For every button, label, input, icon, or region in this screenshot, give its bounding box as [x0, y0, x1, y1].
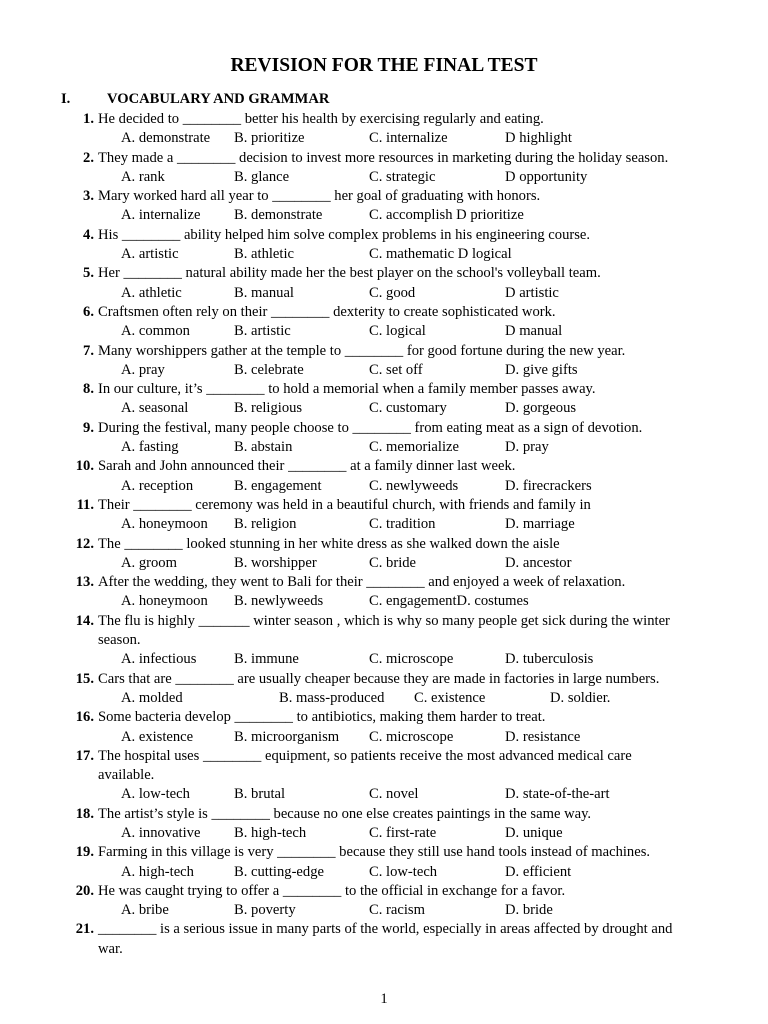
option-d: D. pray	[505, 439, 549, 456]
question-text-continued: available.	[98, 767, 155, 784]
question-item	[0, 843, 768, 882]
question-number: 10.	[75, 458, 94, 475]
option-c: C. racism	[369, 902, 425, 919]
question-line	[0, 264, 768, 283]
option-b: B. engagement	[234, 477, 322, 494]
question-line	[0, 342, 768, 361]
question-number: 4.	[83, 226, 94, 243]
option-a: A. artistic	[121, 246, 179, 263]
question-number: 6.	[83, 303, 94, 320]
option-c: C. strategic	[369, 168, 436, 185]
answer-options	[0, 592, 768, 611]
section-number: I.	[61, 91, 71, 107]
option-d: D. firecrackers	[505, 477, 592, 494]
option-a: A. existence	[121, 728, 194, 745]
question-text: Her ________ natural ability made her the best player on the school's volleyball team.	[98, 265, 601, 282]
question-number: 18.	[75, 805, 94, 822]
option-c: C. engagementD. costumes	[369, 593, 529, 610]
option-d: D. give gifts	[505, 361, 578, 378]
option-b: B. cutting-edge	[234, 863, 324, 880]
question-text: Craftsmen often rely on their ________ dexterity to create sophisticated work.	[98, 303, 556, 320]
answer-options	[0, 245, 768, 264]
question-item	[0, 612, 768, 670]
answer-options	[0, 361, 768, 380]
question-line	[0, 110, 768, 129]
question-line	[0, 573, 768, 592]
option-b: B. manual	[234, 284, 294, 301]
question-line	[0, 496, 768, 515]
question-line	[0, 747, 768, 766]
question-number: 21.	[75, 921, 94, 938]
question-text: His ________ ability helped him solve complex problems in his engineering course.	[98, 226, 591, 243]
option-a: A. fasting	[121, 439, 179, 456]
section-label: VOCABULARY AND GRAMMAR	[107, 91, 330, 107]
question-item	[0, 457, 768, 496]
question-line	[0, 843, 768, 862]
option-a: A. honeymoon	[121, 516, 208, 533]
option-c: C. customary	[369, 400, 447, 417]
option-d: D. soldier.	[550, 689, 611, 706]
question-line-continued	[0, 940, 768, 959]
question-text: Cars that are ________ are usually cheaper because they are made in factories in large numbers.	[98, 670, 660, 687]
question-text: During the festival, many people choose to ________ from eating meat as a sign of devotion.	[98, 419, 643, 436]
question-text-continued: war.	[98, 940, 123, 957]
option-b: B. high-tech	[234, 824, 307, 841]
answer-options	[0, 863, 768, 882]
option-c: C. mathematic D logical	[369, 246, 512, 263]
answer-options	[0, 129, 768, 148]
question-item	[0, 708, 768, 747]
option-d: D opportunity	[505, 168, 588, 185]
question-number: 13.	[75, 574, 94, 591]
page-number: 1	[380, 991, 388, 1007]
question-number: 3.	[83, 188, 94, 205]
answer-options	[0, 824, 768, 843]
page-title: REVISION FOR THE FINAL TEST	[230, 55, 538, 76]
option-a: A. internalize	[121, 207, 201, 224]
question-text: The flu is highly _______ winter season , which is why so many people get sick during the winter	[98, 612, 670, 629]
option-b: B. athletic	[234, 246, 294, 263]
question-text: Many worshippers gather at the temple to ________ for good fortune during the new year.	[98, 342, 626, 359]
answer-options	[0, 554, 768, 573]
option-c: C. logical	[369, 323, 426, 340]
question-text: He was caught trying to offer a ________ to the official in exchange for a favor.	[98, 882, 566, 899]
question-item	[0, 535, 768, 574]
answer-options	[0, 728, 768, 747]
question-item	[0, 187, 768, 226]
question-number: 2.	[83, 149, 94, 166]
question-text: The artist’s style is ________ because no one else creates paintings in the same way.	[98, 805, 592, 822]
option-a: A. innovative	[121, 824, 201, 841]
question-list	[0, 110, 768, 959]
option-d: D. ancestor	[505, 554, 572, 571]
question-line	[0, 457, 768, 476]
question-item	[0, 496, 768, 535]
question-number: 11.	[76, 496, 94, 513]
question-line	[0, 419, 768, 438]
question-line	[0, 882, 768, 901]
question-text: Sarah and John announced their ________ at a family dinner last week.	[98, 458, 516, 475]
question-text-continued: season.	[98, 632, 141, 649]
question-text: The hospital uses ________ equipment, so patients receive the most advanced medical care	[98, 747, 632, 764]
question-text: They made a ________ decision to invest more resources in marketing during the holiday season.	[98, 149, 669, 166]
question-line	[0, 708, 768, 727]
option-d: D. bride	[505, 902, 553, 919]
question-line	[0, 612, 768, 631]
section-heading	[61, 91, 329, 108]
answer-options	[0, 689, 768, 708]
question-text: Their ________ ceremony was held in a beautiful church, with friends and family in	[98, 496, 591, 513]
option-c: C. tradition	[369, 516, 436, 533]
question-number: 19.	[75, 844, 94, 861]
option-d: D. unique	[505, 824, 563, 841]
question-number: 8.	[83, 381, 94, 398]
option-b: B. religion	[234, 516, 297, 533]
option-d: D artistic	[505, 284, 559, 301]
option-c: C. low-tech	[369, 863, 438, 880]
question-line	[0, 380, 768, 399]
option-a: A. groom	[121, 554, 177, 571]
option-c: C. internalize	[369, 130, 448, 147]
question-item	[0, 226, 768, 265]
question-item	[0, 303, 768, 342]
question-item	[0, 110, 768, 149]
question-line	[0, 535, 768, 554]
question-item	[0, 419, 768, 458]
question-item	[0, 380, 768, 419]
answer-options	[0, 477, 768, 496]
option-b: B. prioritize	[234, 130, 305, 147]
option-b: B. immune	[234, 651, 299, 668]
question-line	[0, 670, 768, 689]
question-item	[0, 573, 768, 612]
option-d: D. marriage	[505, 516, 575, 533]
question-line-continued	[0, 766, 768, 785]
option-b: B. religious	[234, 400, 303, 417]
question-number: 15.	[75, 670, 94, 687]
question-item	[0, 882, 768, 921]
question-number: 1.	[83, 111, 94, 127]
option-c: C. microscope	[369, 728, 454, 745]
question-number: 14.	[75, 612, 94, 629]
option-a: A. bribe	[121, 902, 169, 919]
option-c: C. set off	[369, 361, 423, 378]
option-a: A. athletic	[121, 284, 182, 301]
option-c: C. newlyweeds	[369, 477, 459, 494]
question-text: In our culture, it’s ________ to hold a memorial when a family member passes away.	[98, 381, 596, 398]
option-c: C. existence	[414, 689, 486, 706]
answer-options	[0, 206, 768, 225]
option-d: D highlight	[505, 130, 572, 147]
answer-options	[0, 322, 768, 341]
option-a: A. infectious	[121, 651, 197, 668]
answer-options	[0, 284, 768, 303]
question-number: 17.	[75, 747, 94, 764]
question-number: 5.	[83, 265, 94, 282]
answer-options	[0, 515, 768, 534]
question-number: 20.	[75, 882, 94, 899]
question-item	[0, 670, 768, 709]
option-c: C. good	[369, 284, 416, 301]
answer-options	[0, 399, 768, 418]
question-text: ________ is a serious issue in many parts of the world, especially in areas affected by drought and	[98, 921, 673, 938]
question-item	[0, 149, 768, 188]
question-line	[0, 187, 768, 206]
option-d: D. gorgeous	[505, 400, 577, 417]
option-b: B. poverty	[234, 902, 296, 919]
answer-options	[0, 785, 768, 804]
question-number: 9.	[83, 419, 94, 436]
question-line	[0, 303, 768, 322]
question-item	[0, 264, 768, 303]
option-d: D. efficient	[505, 863, 572, 880]
question-item	[0, 747, 768, 805]
question-text: Farming in this village is very ________ because they still use hand tools instead of machines.	[98, 844, 651, 861]
option-d: D. resistance	[505, 728, 581, 745]
question-text: After the wedding, they went to Bali for their ________ and enjoyed a week of relaxation.	[98, 574, 626, 591]
option-a: A. honeymoon	[121, 593, 208, 610]
option-b: B. glance	[234, 168, 290, 185]
question-line	[0, 226, 768, 245]
option-d: D. tuberculosis	[505, 651, 594, 668]
answer-options	[0, 168, 768, 187]
answer-options	[0, 650, 768, 669]
question-item	[0, 342, 768, 381]
question-line	[0, 920, 768, 939]
question-line	[0, 805, 768, 824]
answer-options	[0, 438, 768, 457]
option-a: A. high-tech	[121, 863, 194, 880]
option-a: A. demonstrate	[121, 130, 211, 147]
question-text: Some bacteria develop ________ to antibiotics, making them harder to treat.	[98, 709, 546, 726]
option-d: D. state-of-the-art	[505, 786, 610, 803]
question-item	[0, 920, 768, 959]
option-a: A. pray	[121, 361, 165, 378]
question-line	[0, 149, 768, 168]
question-text: The ________ looked stunning in her white dress as she walked down the aisle	[98, 535, 560, 552]
option-c: C. memorialize	[369, 439, 459, 456]
question-number: 16.	[75, 709, 94, 726]
option-a: A. seasonal	[121, 400, 189, 417]
question-text: Mary worked hard all year to ________ her goal of graduating with honors.	[98, 188, 541, 205]
option-b: B. mass-produced	[279, 689, 385, 706]
option-b: B. celebrate	[234, 361, 304, 378]
option-a: A. molded	[121, 689, 183, 706]
question-item	[0, 805, 768, 844]
question-number: 7.	[83, 342, 94, 359]
option-b: B. demonstrate	[234, 207, 323, 224]
option-b: B. newlyweeds	[234, 593, 324, 610]
option-a: A. common	[121, 323, 190, 340]
option-a: A. low-tech	[121, 786, 190, 803]
option-b: B. worshipper	[234, 554, 317, 571]
option-a: A. reception	[121, 477, 194, 494]
question-line-continued	[0, 631, 768, 650]
option-c: C. first-rate	[369, 824, 437, 841]
option-c: C. microscope	[369, 651, 454, 668]
option-b: B. artistic	[234, 323, 291, 340]
option-b: B. abstain	[234, 439, 293, 456]
option-c: C. accomplish D prioritize	[369, 207, 524, 224]
option-b: B. microorganism	[234, 728, 340, 745]
question-number: 12.	[75, 535, 94, 552]
option-c: C. bride	[369, 554, 417, 571]
option-a: A. rank	[121, 168, 165, 185]
question-text: He decided to ________ better his health by exercising regularly and eating.	[98, 111, 544, 127]
answer-options	[0, 901, 768, 920]
option-d: D manual	[505, 323, 563, 340]
option-c: C. novel	[369, 786, 419, 803]
option-b: B. brutal	[234, 786, 286, 803]
